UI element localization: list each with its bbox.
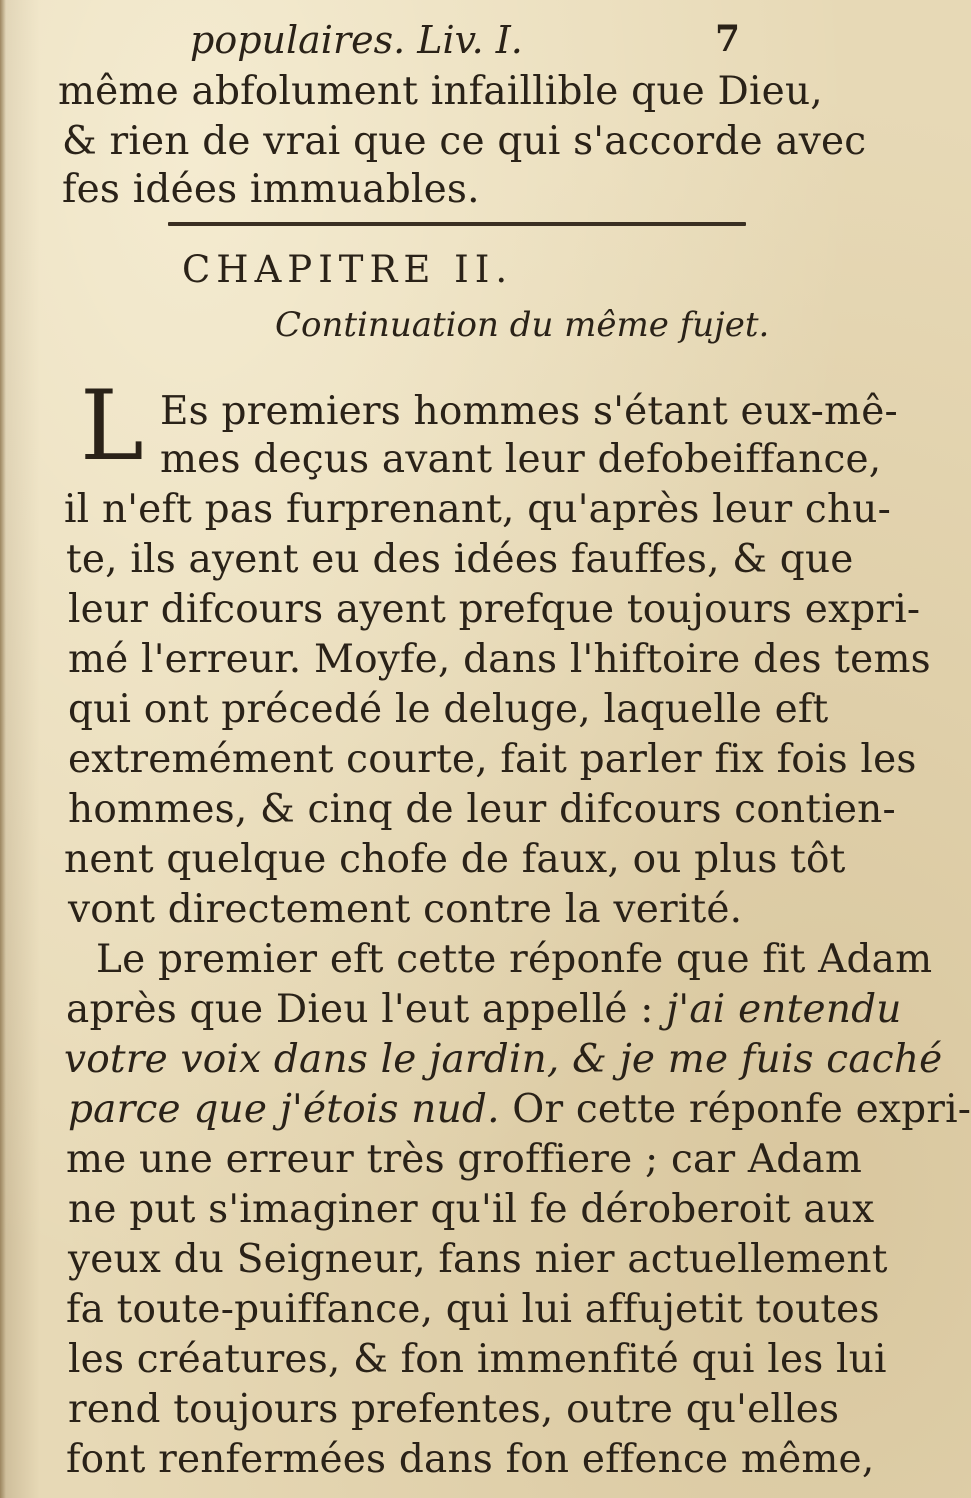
italic-quote-line: votre voix dans le jardin, & je me fuis caché <box>64 1037 943 1082</box>
chapter-subtitle: Continuation du même fujet. <box>275 305 770 345</box>
text-line: ne put s'imaginer qu'il fe déroberoit aux <box>68 1187 875 1232</box>
italic-quote-run: parce que j'étois nud. <box>68 1087 500 1132</box>
text-line: fes idées immuables. <box>62 167 480 212</box>
page-gutter-edge <box>0 0 6 1498</box>
text-line: yeux du Seigneur, fans nier actuellement <box>68 1237 888 1282</box>
text-line: nent quelque chofe de faux, ou plus tôt <box>64 837 846 882</box>
text-line: Le premier eft cette réponfe que fit Adam <box>96 937 933 982</box>
text-line: il n'eft pas furprenant, qu'après leur chu- <box>64 487 891 532</box>
italic-quote-run: j'ai entendu <box>666 987 902 1032</box>
text-line: vont directement contre la verité. <box>68 887 743 932</box>
text-line: leur difcours ayent prefque toujours expri- <box>68 587 921 632</box>
text-run: après que Dieu l'eut appellé : <box>66 987 667 1032</box>
text-line: & rien de vrai que ce qui s'accorde avec <box>62 119 867 164</box>
text-line: mes deçus avant leur defobeiffance, <box>160 437 882 482</box>
text-line: me une erreur très groffiere ; car Adam <box>66 1137 863 1182</box>
text-run: Or cette réponfe expri- <box>499 1087 971 1132</box>
text-line: Es premiers hommes s'étant eux-mê- <box>160 389 898 434</box>
text-line: même abfolument infaillible que Dieu, <box>58 69 823 114</box>
chapter-title: CHAPITRE II. <box>182 248 514 291</box>
text-line: mé l'erreur. Moyfe, dans l'hiftoire des tems <box>68 637 931 682</box>
text-line: font renfermées dans fon effence même, <box>66 1437 875 1482</box>
text-line: rend toujours prefentes, outre qu'elles <box>68 1387 840 1432</box>
page-number: 7 <box>715 18 741 60</box>
drop-cap: L <box>80 370 144 482</box>
running-header: populaires. Liv. I. <box>190 18 523 62</box>
chapter-divider-rule <box>168 222 746 226</box>
text-line <box>66 986 902 1034</box>
text-line: les créatures, & fon immenfité qui les lui <box>68 1337 887 1382</box>
text-line: hommes, & cinq de leur difcours contien- <box>68 787 896 832</box>
text-line: te, ils ayent eu des idées fauffes, & que <box>66 537 854 582</box>
text-line: fa toute-puiffance, qui lui affujetit toutes <box>66 1287 880 1332</box>
text-line <box>68 1086 971 1134</box>
text-line: extremément courte, fait parler fix fois les <box>68 737 917 782</box>
text-line: qui ont précedé le deluge, laquelle eft <box>68 687 829 732</box>
